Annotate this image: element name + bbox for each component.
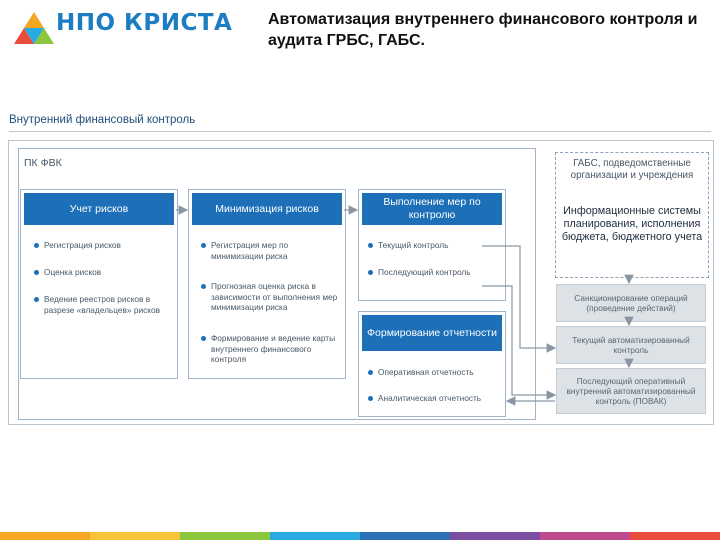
list-item: Аналитическая отчетность bbox=[368, 393, 496, 404]
list-item: Регистрация мер по минимизации риска bbox=[201, 240, 341, 261]
pk-title: ПК ФВК bbox=[24, 157, 62, 169]
list-item: Прогнозная оценка риска в зависимости от выполнения мер минимизации риска bbox=[201, 281, 341, 313]
footer-color-band bbox=[0, 532, 720, 540]
page-title: Автоматизация внутреннего финансового контроля и аудита ГРБС, ГАБС. bbox=[268, 11, 698, 49]
gabs-title: ГАБС, подведомственные организации и учреждения bbox=[570, 158, 694, 181]
gray-box-povak: Последующий оперативный внутренний автоматизированный контроль (ПОВАК) bbox=[556, 368, 706, 414]
list-item: Регистрация рисков bbox=[34, 240, 174, 251]
list-item: Ведение реестров рисков в разрезе «владельцев» рисков bbox=[34, 294, 174, 315]
column-header: Формирование отчетности bbox=[362, 315, 502, 351]
column-header: Учет рисков bbox=[24, 193, 174, 225]
arrow-current-control bbox=[482, 246, 555, 348]
gabs-systems: Информационные системы планирования, исполнения бюджета, бюджетного учета bbox=[561, 205, 703, 243]
arrow-followup-control bbox=[482, 286, 555, 395]
list-item: Формирование и ведение карты внутреннего финансового контроля bbox=[201, 333, 341, 365]
list-item: Последующий контроль bbox=[368, 267, 486, 278]
logo-text: НПО КРИСТА bbox=[56, 10, 233, 36]
list-item: Текущий контроль bbox=[368, 240, 486, 251]
list-item: Оценка рисков bbox=[34, 267, 174, 278]
column-header: Минимизация рисков bbox=[192, 193, 342, 225]
column-header: Выполнение мер по контролю bbox=[362, 193, 502, 225]
gray-box-sanctioning: Санкционирование операций (проведение действий) bbox=[556, 284, 706, 322]
gray-box-current-control: Текущий автоматизированный контроль bbox=[556, 326, 706, 364]
list-item: Оперативная отчетность bbox=[368, 367, 496, 378]
section-title: Внутренний финансовый контроль bbox=[9, 114, 196, 126]
